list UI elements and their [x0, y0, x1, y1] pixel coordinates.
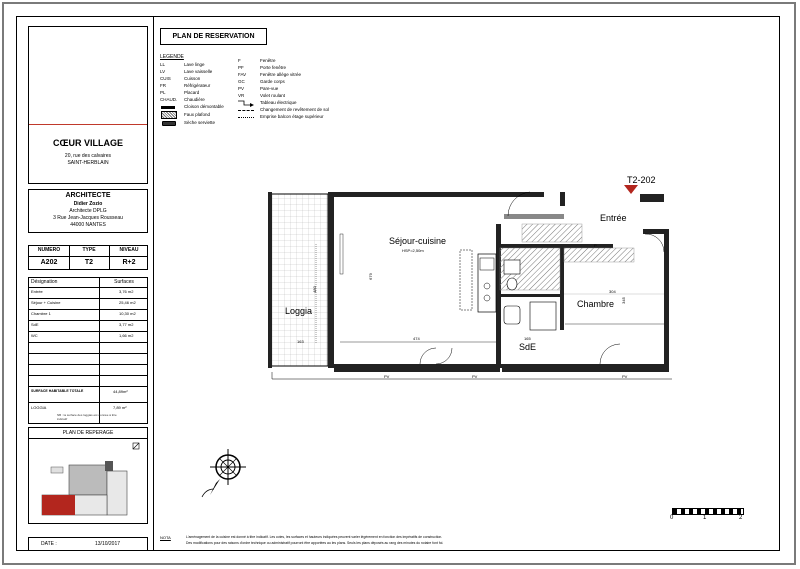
- scale-label-2: 2: [739, 515, 743, 521]
- legend-desc: Porte fenêtre: [260, 65, 287, 70]
- project-block: [28, 26, 148, 184]
- project-address: 20, rue des calvaires: [64, 153, 112, 159]
- towel-dryer-icon: [162, 121, 176, 126]
- legend-desc: Pare-vue: [260, 86, 279, 91]
- reperage-map: [29, 439, 147, 524]
- project-city: SAINT-HERBLAIN: [67, 160, 109, 166]
- scale-label-1: 1: [703, 515, 707, 521]
- room-sde: SdE: [519, 342, 537, 352]
- date-block: [28, 537, 148, 551]
- electric-panel-icon: [236, 99, 256, 107]
- nota-line-2: Des modifications pour des raisons d'ordre technique ou administratif pourront être apportées au les plans. Seuls les plans déposés au rang des minutes du notaire font foi.: [186, 541, 444, 545]
- legend-desc: Réfrigérateur: [184, 83, 211, 88]
- legend-title: LEGENDE: [160, 54, 184, 60]
- partition-symbol: [161, 106, 175, 109]
- dim-304: 304: [609, 289, 616, 294]
- wall-label-pv: PV: [384, 374, 390, 379]
- room-loggia: Loggia: [285, 306, 313, 316]
- nota-label: NOTA: [160, 535, 171, 540]
- legend-code: GC: [238, 79, 245, 84]
- legend-code: PL: [160, 90, 166, 95]
- architect-role: Architecte DPLG: [69, 208, 107, 214]
- legend-code: CHAUD.: [160, 97, 178, 102]
- unit-header-number: NUMERO: [37, 247, 61, 253]
- legend-desc: Placard: [184, 90, 200, 95]
- legend: [160, 54, 360, 134]
- reperage-title: PLAN DE REPERAGE: [62, 430, 114, 436]
- unit-number: A202: [40, 259, 58, 266]
- legend-code: CUIS: [160, 76, 171, 81]
- surfaces-header-area: Surfaces: [114, 279, 134, 285]
- surfaces-table: [28, 277, 148, 424]
- unit-tag-marker: [624, 185, 638, 194]
- legend-desc: Emprise balcon étage supérieur: [260, 114, 324, 119]
- unit-header-level: NIVEAU: [119, 247, 139, 253]
- legend-desc: Fenêtre allège vitrée: [260, 72, 302, 77]
- unit-type: T2: [84, 259, 94, 266]
- room-entree: Entrée: [600, 213, 627, 223]
- dim-679: 679: [367, 273, 373, 280]
- reperage-block: [28, 427, 148, 524]
- nota-line-1: L'aménagement de la cuisine est donné à titre indicatif. Les cotes, les surfaces et hauteurs indiquées peuvent varier légèrement en fonction des impératifs de construction.: [186, 535, 443, 539]
- dim-163: 163: [297, 339, 304, 344]
- red-divider: [29, 124, 147, 125]
- legend-desc: Cuisson: [184, 76, 201, 81]
- legend-code: LL: [160, 62, 166, 67]
- architect-block: [28, 189, 148, 233]
- surface-row-label: Entrée: [31, 289, 43, 294]
- compass-icon: [196, 445, 252, 503]
- wall-label-pv: PV: [472, 374, 478, 379]
- legend-desc: Volet roulant: [260, 93, 286, 98]
- surface-row-label: Chambre 1: [31, 311, 51, 316]
- room-chambre: Chambre: [577, 299, 615, 309]
- wall-label-p: P: [594, 243, 597, 248]
- dim-165: 165: [524, 336, 531, 341]
- legend-code: PV: [238, 86, 245, 91]
- surface-row-label: SdE: [31, 322, 39, 327]
- surface-total-label: SURFACE HABITABLE TOTALE: [31, 389, 84, 393]
- balcony-outline-symbol: [238, 117, 254, 118]
- legend-code: PF: [238, 65, 244, 70]
- legend-code: F: [238, 58, 241, 63]
- surface-row-value: 10,30 m2: [119, 311, 136, 316]
- date-value: 13/10/2017: [95, 541, 121, 547]
- legend-desc: Garde corps: [260, 79, 285, 84]
- loggia-label: LOGGIA: [31, 405, 47, 410]
- room-sejour: Séjour-cuisine: [389, 236, 447, 246]
- unit-table: [28, 245, 148, 270]
- legend-desc: Faux plafond: [184, 112, 211, 117]
- scale-bar: [672, 508, 744, 515]
- surface-row-value: 3,77 m2: [119, 322, 134, 327]
- legend-desc: Sèche serviette: [184, 120, 216, 125]
- legend-desc: Cloison démontable: [184, 104, 224, 109]
- legend-desc: Changement de revêtement de sol: [260, 107, 330, 112]
- date-label: DATE :: [41, 541, 57, 547]
- legend-code: FAV: [238, 72, 247, 77]
- architect-name: Didier Zozio: [73, 201, 103, 207]
- project-name: CŒUR VILLAGE: [52, 138, 123, 148]
- floor-change-symbol: [238, 110, 254, 111]
- surface-row-label: WC: [31, 333, 38, 338]
- surface-total-value: 44,89m²: [113, 389, 128, 394]
- loggia-value: 7,89 m²: [113, 405, 127, 410]
- legend-code: FR: [160, 83, 166, 88]
- column-separator: [153, 16, 154, 551]
- surface-row-value: 3,76 m2: [119, 289, 134, 294]
- ceiling-hatch-symbol: [161, 111, 177, 119]
- legend-desc: Lave vaisselle: [184, 69, 213, 74]
- loggia-note: NB : la surface des loggias est donnée à titre indicatif: [57, 413, 117, 421]
- surface-row-value: 1,66 m2: [119, 333, 134, 338]
- unit-header-type: TYPE: [82, 247, 96, 253]
- legend-code: VR: [238, 93, 245, 98]
- legend-code: LV: [160, 69, 166, 74]
- architect-street: 3 Rue Jean-Jacques Rousseau: [53, 215, 123, 221]
- legend-desc: Lave linge: [184, 62, 205, 67]
- dim-480: 480: [311, 286, 317, 293]
- unit-tag: T2-202: [627, 175, 656, 185]
- unit-level: R+2: [122, 259, 136, 266]
- floor-plan: [260, 174, 680, 384]
- architect-title: ARCHITECTE: [65, 192, 111, 199]
- legend-desc: Fenêtre: [260, 58, 276, 63]
- dim-345: 345: [620, 297, 626, 304]
- unit-highlight: [42, 495, 75, 515]
- room-sejour-height: HSP=2,50m: [402, 248, 424, 253]
- wall-label-pv: PV: [622, 374, 628, 379]
- dim-474: 474: [413, 336, 420, 341]
- legend-desc: Chaudière: [184, 97, 205, 102]
- architect-postal: 44000 NANTES: [70, 222, 106, 228]
- legend-desc: Tableau électrique: [260, 100, 297, 105]
- surfaces-header-designation: Désignation: [31, 279, 58, 285]
- plan-title-box: [160, 28, 267, 45]
- plan-title: PLAN DE RESERVATION: [172, 33, 255, 40]
- surface-row-value: 25,46 m2: [119, 300, 136, 305]
- surface-row-label: Séjour + Cuisine: [31, 300, 61, 305]
- scale-label-0: 0: [670, 515, 674, 521]
